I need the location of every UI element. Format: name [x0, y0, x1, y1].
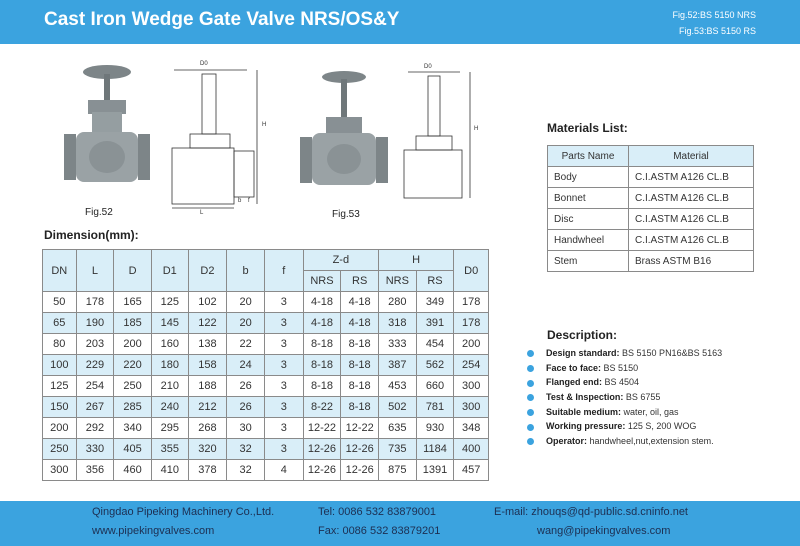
- description-item: [527, 361, 722, 376]
- table-cell: 32: [227, 439, 265, 460]
- table-row: [43, 397, 489, 418]
- drawing-label-h: H: [262, 122, 267, 128]
- table-cell: 781: [416, 397, 454, 418]
- table-cell: 356: [76, 460, 114, 481]
- subheader-h-nrs: NRS: [378, 271, 416, 292]
- table-cell: 122: [188, 313, 227, 334]
- table-cell: 8-18: [303, 355, 341, 376]
- drawing53-label-d0: D0: [424, 64, 432, 70]
- table-cell: 378: [188, 460, 227, 481]
- drawing-label-f: f: [248, 198, 250, 204]
- table-row: [43, 460, 489, 481]
- table-cell: 30: [227, 418, 265, 439]
- materials-row: [548, 188, 754, 209]
- col-header-dn: DN: [43, 250, 77, 292]
- bullet-icon: [527, 365, 534, 372]
- col-header-f: f: [264, 250, 303, 292]
- table-cell: 210: [151, 376, 188, 397]
- table-cell: 8-18: [341, 334, 379, 355]
- table-cell: 220: [114, 355, 152, 376]
- description-item: [527, 390, 722, 405]
- table-cell: 200: [43, 418, 77, 439]
- description-item: [527, 434, 722, 449]
- materials-row: [548, 251, 754, 272]
- table-cell: 20: [227, 313, 265, 334]
- footer-website[interactable]: www.pipekingvalves.com: [92, 525, 215, 537]
- table-cell: 3: [264, 439, 303, 460]
- part-material: C.I.ASTM A126 CL.B: [629, 230, 754, 251]
- table-cell: 22: [227, 334, 265, 355]
- fig53-caption: Fig.53: [332, 209, 360, 220]
- table-cell: 453: [378, 376, 416, 397]
- footer-email-2[interactable]: wang@pipekingvalves.com: [537, 525, 671, 537]
- description-value: BS 6755: [625, 392, 661, 403]
- table-cell: 268: [188, 418, 227, 439]
- table-cell: 4-18: [303, 313, 341, 334]
- table-cell: 1391: [416, 460, 454, 481]
- table-cell: 12-22: [341, 418, 379, 439]
- table-cell: 660: [416, 376, 454, 397]
- table-cell: 158: [188, 355, 227, 376]
- table-cell: 138: [188, 334, 227, 355]
- col-header-d: D: [114, 250, 152, 292]
- table-cell: 502: [378, 397, 416, 418]
- table-cell: 562: [416, 355, 454, 376]
- table-cell: 875: [378, 460, 416, 481]
- description-label: Flanged end:: [546, 377, 602, 388]
- part-name: Bonnet: [548, 188, 629, 209]
- description-value: water, oil, gas: [623, 406, 679, 417]
- table-cell: 3: [264, 397, 303, 418]
- col-header-b: b: [227, 250, 265, 292]
- table-cell: 26: [227, 397, 265, 418]
- table-cell: 229: [76, 355, 114, 376]
- table-row: [43, 355, 489, 376]
- description-label: Design standard:: [546, 348, 620, 358]
- table-cell: 250: [43, 439, 77, 460]
- description-value: BS 5150: [603, 362, 639, 373]
- col-header-h: H: [378, 250, 453, 271]
- table-cell: 4-18: [303, 292, 341, 313]
- table-cell: 4-18: [341, 292, 379, 313]
- table-cell: 405: [114, 439, 152, 460]
- table-cell: 349: [416, 292, 454, 313]
- table-cell: 387: [378, 355, 416, 376]
- table-cell: 26: [227, 376, 265, 397]
- table-cell: 1184: [416, 439, 454, 460]
- description-item: [527, 375, 722, 390]
- part-name: Stem: [548, 251, 629, 272]
- valve-drawing-fig52: [162, 56, 272, 216]
- subheader-zd-rs: RS: [341, 271, 379, 292]
- subheader-zd-nrs: NRS: [303, 271, 341, 292]
- table-row: [43, 313, 489, 334]
- table-cell: 285: [114, 397, 152, 418]
- drawing-label-l: L: [200, 210, 204, 216]
- table-cell: 200: [454, 334, 489, 355]
- table-cell: 178: [454, 292, 489, 313]
- table-cell: 65: [43, 313, 77, 334]
- table-cell: 12-26: [341, 439, 379, 460]
- materials-table: [547, 145, 754, 272]
- table-cell: 254: [76, 376, 114, 397]
- description-label: Test & Inspection:: [546, 392, 624, 403]
- table-cell: 8-18: [341, 355, 379, 376]
- table-cell: 280: [378, 292, 416, 313]
- table-cell: 8-22: [303, 397, 341, 418]
- col-header-d2: D2: [188, 250, 227, 292]
- table-cell: 178: [76, 292, 114, 313]
- table-cell: 250: [114, 376, 152, 397]
- drawing53-label-h: H: [474, 126, 479, 132]
- table-cell: 3: [264, 376, 303, 397]
- table-cell: 348: [454, 418, 489, 439]
- table-cell: 300: [454, 376, 489, 397]
- col-header-zd: Z-d: [303, 250, 378, 271]
- description-value: BS 5150 PN16&BS 5163: [622, 348, 723, 358]
- description-item: [527, 419, 722, 434]
- description-label: Suitable medium:: [546, 406, 622, 417]
- bullet-icon: [527, 409, 534, 416]
- valve-drawing-fig53: [398, 60, 493, 210]
- table-cell: 160: [151, 334, 188, 355]
- description-value: handwheel,nut,extension stem.: [589, 436, 714, 447]
- table-cell: 200: [114, 334, 152, 355]
- part-name: Disc: [548, 209, 629, 230]
- footer-company: Qingdao Pipeking Machinery Co.,Ltd.: [92, 506, 275, 518]
- table-cell: 8-18: [341, 376, 379, 397]
- page-header: [0, 0, 800, 44]
- table-cell: 333: [378, 334, 416, 355]
- table-cell: 320: [188, 439, 227, 460]
- fig52-caption: Fig.52: [85, 207, 113, 218]
- table-cell: 292: [76, 418, 114, 439]
- table-cell: 300: [454, 397, 489, 418]
- table-cell: 12-26: [341, 460, 379, 481]
- table-cell: 254: [454, 355, 489, 376]
- table-cell: 212: [188, 397, 227, 418]
- dimension-title: Dimension(mm):: [44, 228, 139, 242]
- table-row: [43, 376, 489, 397]
- figure-spec-52: Fig.52:BS 5150 NRS: [672, 10, 756, 20]
- description-list: [527, 346, 722, 449]
- bullet-icon: [527, 380, 534, 387]
- bullet-icon: [527, 394, 534, 401]
- table-cell: 125: [43, 376, 77, 397]
- table-cell: 100: [43, 355, 77, 376]
- table-row: [43, 439, 489, 460]
- table-cell: 50: [43, 292, 77, 313]
- table-cell: 188: [188, 376, 227, 397]
- valve-photo-fig52: [62, 62, 152, 197]
- dimension-table: [42, 249, 489, 481]
- table-cell: 20: [227, 292, 265, 313]
- bullet-icon: [527, 424, 534, 431]
- table-cell: 180: [151, 355, 188, 376]
- materials-row: [548, 167, 754, 188]
- part-material: C.I.ASTM A126 CL.B: [629, 188, 754, 209]
- table-cell: 4-18: [341, 313, 379, 334]
- table-cell: 460: [114, 460, 152, 481]
- table-cell: 190: [76, 313, 114, 334]
- table-cell: 240: [151, 397, 188, 418]
- materials-col-material: Material: [629, 146, 754, 167]
- valve-photo-fig53: [300, 67, 388, 202]
- table-cell: 178: [454, 313, 489, 334]
- table-cell: 145: [151, 313, 188, 334]
- part-material: Brass ASTM B16: [629, 251, 754, 272]
- table-cell: 3: [264, 292, 303, 313]
- table-cell: 735: [378, 439, 416, 460]
- col-header-d0: D0: [454, 250, 489, 292]
- part-material: C.I.ASTM A126 CL.B: [629, 167, 754, 188]
- table-cell: 165: [114, 292, 152, 313]
- table-cell: 635: [378, 418, 416, 439]
- figure-spec-53: Fig.53:BS 5150 RS: [678, 26, 756, 36]
- table-cell: 3: [264, 334, 303, 355]
- bullet-icon: [527, 438, 534, 445]
- materials-title: Materials List:: [547, 121, 628, 135]
- table-cell: 12-26: [303, 460, 341, 481]
- part-name: Body: [548, 167, 629, 188]
- page-footer: [0, 501, 800, 546]
- table-cell: 300: [43, 460, 77, 481]
- table-cell: 125: [151, 292, 188, 313]
- table-cell: 102: [188, 292, 227, 313]
- footer-fax: Fax: 0086 532 83879201: [318, 525, 441, 537]
- table-cell: 150: [43, 397, 77, 418]
- drawing-label-b: b: [238, 198, 242, 204]
- table-row: [43, 418, 489, 439]
- table-row: [43, 334, 489, 355]
- table-cell: 3: [264, 418, 303, 439]
- table-row: [43, 292, 489, 313]
- table-cell: 330: [76, 439, 114, 460]
- table-cell: 12-26: [303, 439, 341, 460]
- table-cell: 4: [264, 460, 303, 481]
- col-header-d1: D1: [151, 250, 188, 292]
- table-cell: 267: [76, 397, 114, 418]
- description-item: [527, 346, 722, 361]
- table-cell: 185: [114, 313, 152, 334]
- table-cell: 318: [378, 313, 416, 334]
- table-cell: 295: [151, 418, 188, 439]
- table-cell: 340: [114, 418, 152, 439]
- table-cell: 410: [151, 460, 188, 481]
- col-header-l: L: [76, 250, 114, 292]
- table-cell: 12-22: [303, 418, 341, 439]
- description-title: Description:: [547, 328, 618, 342]
- drawing-label-d0: D0: [200, 61, 208, 67]
- description-label: Operator:: [546, 436, 588, 447]
- materials-row: [548, 230, 754, 251]
- part-name: Handwheel: [548, 230, 629, 251]
- table-cell: 400: [454, 439, 489, 460]
- bullet-icon: [527, 350, 534, 357]
- table-cell: 32: [227, 460, 265, 481]
- table-cell: 355: [151, 439, 188, 460]
- table-cell: 8-18: [303, 334, 341, 355]
- materials-col-part: Parts Name: [548, 146, 629, 167]
- table-cell: 203: [76, 334, 114, 355]
- description-label: Working pressure:: [546, 421, 626, 432]
- table-cell: 457: [454, 460, 489, 481]
- table-cell: 454: [416, 334, 454, 355]
- page-title: Cast Iron Wedge Gate Valve NRS/OS&Y: [44, 9, 400, 30]
- table-cell: 80: [43, 334, 77, 355]
- footer-tel: Tel: 0086 532 83879001: [318, 506, 437, 518]
- description-label: Face to face:: [546, 362, 602, 373]
- description-value: BS 4504: [604, 377, 640, 388]
- subheader-h-rs: RS: [416, 271, 454, 292]
- table-cell: 8-18: [303, 376, 341, 397]
- description-item: [527, 405, 722, 420]
- materials-row: [548, 209, 754, 230]
- table-cell: 8-18: [341, 397, 379, 418]
- table-cell: 930: [416, 418, 454, 439]
- table-cell: 3: [264, 355, 303, 376]
- part-material: C.I.ASTM A126 CL.B: [629, 209, 754, 230]
- footer-email-1[interactable]: E-mail: zhouqs@qd-public.sd.cninfo.net: [494, 506, 688, 518]
- description-value: 125 S, 200 WOG: [627, 421, 697, 432]
- table-cell: 3: [264, 313, 303, 334]
- table-cell: 391: [416, 313, 454, 334]
- table-cell: 24: [227, 355, 265, 376]
